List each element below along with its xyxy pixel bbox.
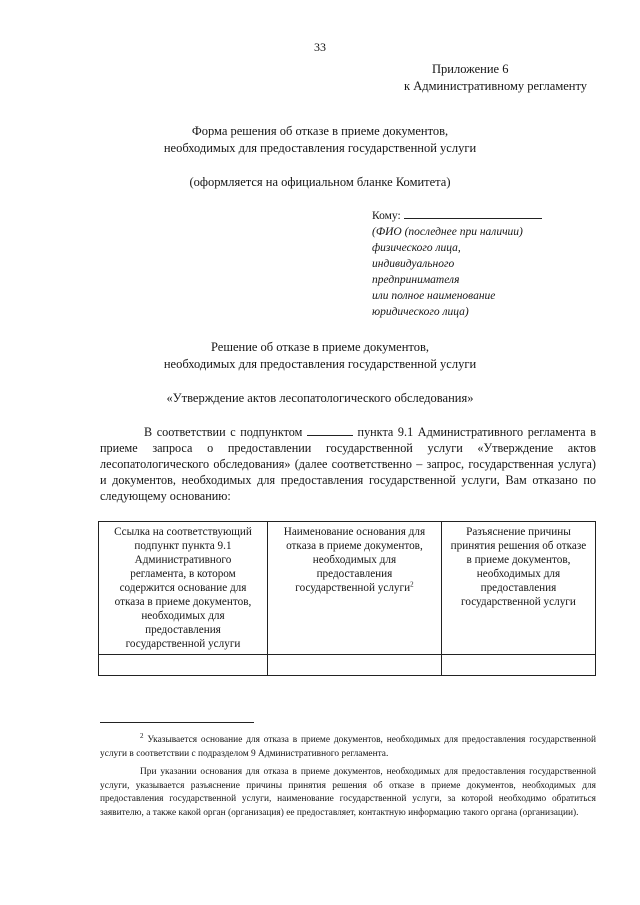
footnote-paragraph-text: При указании основания для отказа в приеме документов, необходимых для предоставления государственной услуги, указывается разъяснение причины принятия решения об отказе в приеме документов, необходимых для предоставления государственной услуги, наименование государственной услуги, за которой необходимо обратиться заявителю, а также какой орган (организация) ее предоставляет, контактную информацию такого органа (организации). [100,767,596,818]
footnote-2-text: Указывается основание для отказа в приеме документов, необходимых для предоставления государственной услуги в соответствии с подразделом 9 Административного регламента. [100,735,597,759]
footnote-separator [100,722,254,723]
form-title-line-1: Форма решения об отказе в приеме документов, [191,124,449,138]
body-paragraph [100,424,596,504]
footnote-paragraph [100,766,596,820]
recipient-to-label: Кому: [372,210,401,222]
footnote-mark: 2 [140,731,144,740]
table-header-explanation-text: Разъяснение причины принятия решения об отказе в приеме документов, необходимых для предоставления государственной услуги [450,526,587,608]
appendix-line-1: Приложение 6 [432,62,509,76]
page-number: 33 [314,40,326,54]
table-header-reference-text: Ссылка на соответствующий подпункт пункта 9.1 Административного регламента, в котором содержится основание для отказа в приеме документов, необходимых для предоставления государственной услуги [114,526,252,650]
recipient-to-row [372,207,542,224]
table-cell-empty-3 [441,655,595,676]
form-title-line-2: необходимых для предоставления государственной услуги [163,141,477,155]
recipient-line-6: юридического лица) [372,306,469,318]
service-name: «Утверждение актов лесопатологического обследования» [166,391,474,405]
recipient-line-2: физического лица, [372,242,461,254]
decision-title-line-2: необходимых для предоставления государственной услуги [163,357,477,371]
footnote-ref-2: 2 [410,580,414,589]
table-header-ground [267,522,441,655]
table-cell-empty-2 [267,655,441,676]
recipient-name-blank [404,207,542,219]
table-row [99,655,596,676]
recipient-line-1: (ФИО (последнее при наличии) [372,226,523,238]
recipient-line-5: или полное наименование [372,290,496,302]
decision-title-line-1: Решение об отказе в приеме документов, [211,340,429,354]
body-part-1: В соответствии с подпунктом [144,425,303,439]
table-cell-empty-1 [99,655,268,676]
blank-note: (оформляется на официальном бланке Комитета) [189,175,451,189]
table-header-explanation [441,522,595,655]
recipient-line-4: предпринимателя [372,274,460,286]
body-part-2: пункта 9.1 Административного регламента в приеме запроса о предоставлении государственной услуги «Утверждение актов лесопатологического обследования» (далее соответственно – запрос, государственная услуга) и документов, необходимых для предоставления государственной услуги, Вам отказано по следующему основанию: [100,425,596,503]
table-header-row [99,522,596,655]
table-header-ground-text: Наименование основания для отказа в приеме документов, необходимых для предоставления государственной услуги [283,526,426,594]
footnote-2 [100,731,597,761]
table-header-reference [99,522,268,655]
recipient-block [372,207,542,320]
refusal-table [98,521,596,676]
recipient-line-3: индивидуального [372,258,455,270]
appendix-line-2: к Административному регламенту [404,79,588,93]
subpoint-blank [307,424,353,436]
